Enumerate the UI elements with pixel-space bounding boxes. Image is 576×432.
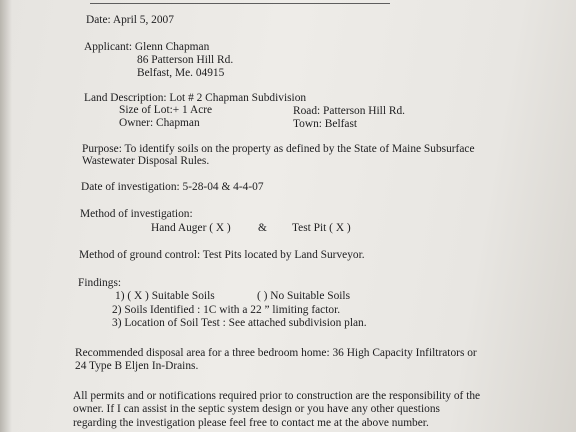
applicant-address-city: Belfast, Me. 04915 xyxy=(137,67,225,79)
purpose-line2: Wastewater Disposal Rules. xyxy=(82,155,210,167)
applicant-address-street: 86 Patterson Hill Rd. xyxy=(137,54,234,66)
finding-soils-identified: 2) Soils Identified : 1C with a 22 ” limiting factor. xyxy=(112,304,341,316)
finding-suitable-soils: 1) ( X ) Suitable Soils xyxy=(115,290,215,302)
findings-heading: Findings: xyxy=(78,277,122,289)
letterhead-edge xyxy=(90,0,390,4)
permits-line1: All permits and or notifications required prior to construction are the responsibility of the xyxy=(73,390,481,402)
purpose-line1: Purpose: To identify soils on the property as defined by the State of Maine Subsurface xyxy=(82,143,475,155)
recommended-line2: 24 Type B Eljen In-Drains. xyxy=(75,360,199,372)
method-heading: Method of investigation: xyxy=(80,208,193,220)
permits-line3: regarding the investigation please feel free to contact me at the above number. xyxy=(73,417,429,429)
land-description: Land Description: Lot # 2 Chapman Subdivision xyxy=(84,92,307,104)
method-ampersand: & xyxy=(258,222,267,234)
lot-size: Size of Lot:+ 1 Acre xyxy=(119,104,213,116)
investigation-date: Date of investigation: 5-28-04 & 4-4-07 xyxy=(81,181,264,193)
date-line: Date: April 5, 2007 xyxy=(86,14,174,26)
owner: Owner: Chapman xyxy=(119,117,200,129)
recommended-line1: Recommended disposal area for a three bedroom home: 36 High Capacity Infiltrators or xyxy=(75,347,477,359)
finding-location: 3) Location of Soil Test : See attached subdivision plan. xyxy=(112,317,367,329)
road: Road: Patterson Hill Rd. xyxy=(293,105,406,117)
town: Town: Belfast xyxy=(293,118,358,130)
ground-control: Method of ground control: Test Pits located by Land Surveyor. xyxy=(79,249,365,261)
permits-line2: owner. If I can assist in the septic system design or you have any other questions xyxy=(73,403,440,415)
applicant-line: Applicant: Glenn Chapman xyxy=(84,41,210,53)
method-test-pit: Test Pit ( X ) xyxy=(292,222,351,234)
finding-no-suitable-soils: ( ) No Suitable Soils xyxy=(257,290,351,302)
method-hand-auger: Hand Auger ( X ) xyxy=(151,222,231,234)
